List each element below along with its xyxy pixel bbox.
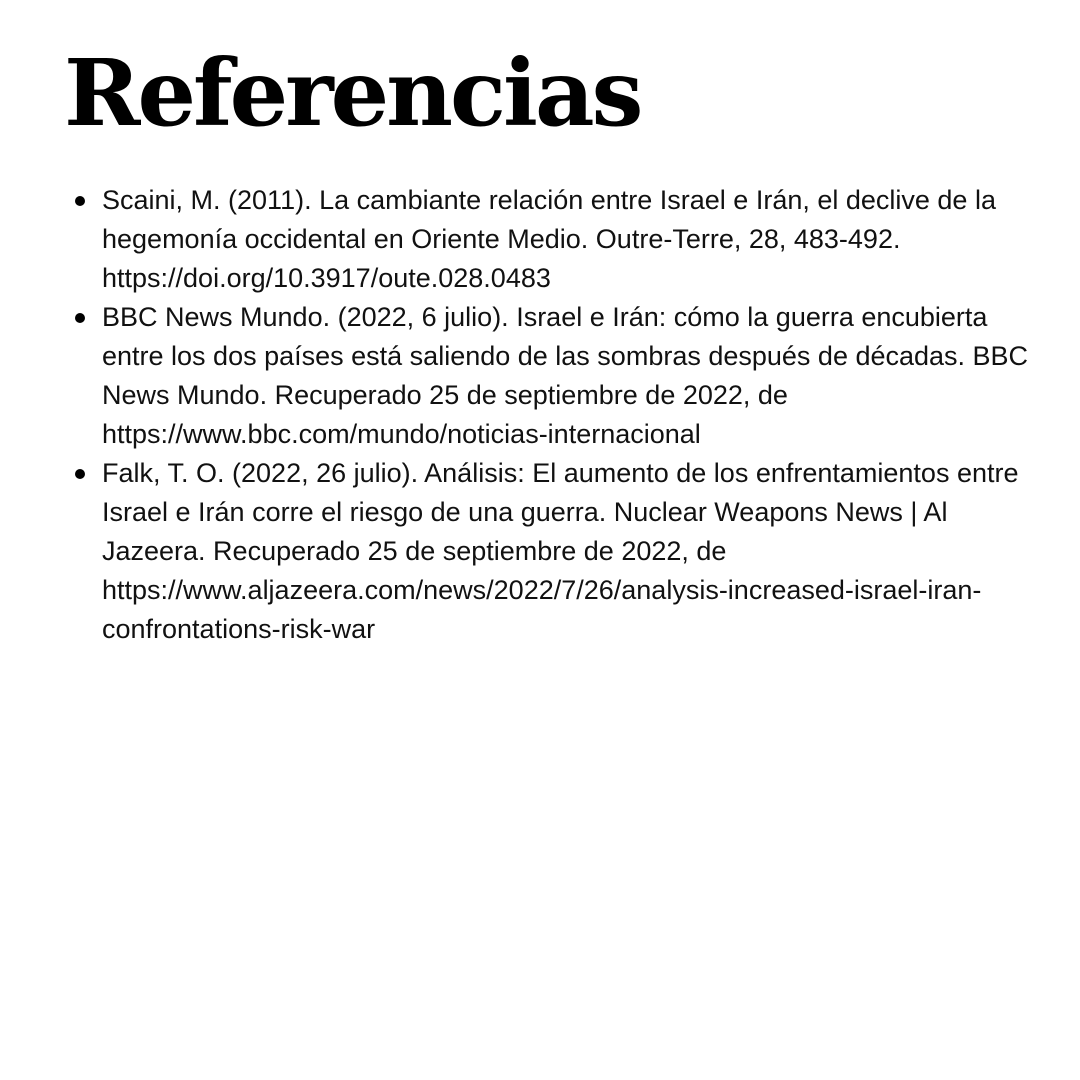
reference-item bbox=[102, 181, 1037, 298]
reference-text: BBC News Mundo. (2022, 6 julio). Israel e Irán: cómo la guerra encubierta entre los dos países está saliendo de las sombras después de décadas. BBC News Mundo. Recuperado 25 de septiembre de 2022, de https://www.bbc.com/mundo/noticias-internacional bbox=[102, 302, 1029, 449]
reference-text: Scaini, M. (2011). La cambiante relación entre Israel e Irán, el declive de la hegemonía occidental en Oriente Medio. Outre-Terre, 28, 483-492. https://doi.org/10.3917/oute.028.0483 bbox=[102, 185, 996, 293]
page-title: Referencias bbox=[64, 39, 641, 147]
reference-item bbox=[102, 298, 1037, 454]
bullet-icon bbox=[75, 469, 85, 479]
reference-item bbox=[102, 454, 1037, 649]
reference-text: Falk, T. O. (2022, 26 julio). Análisis: El aumento de los enfrentamientos entre Israel e Irán corre el riesgo de una guerra. Nuclear Weapons News | Al Jazeera. Recuperado 25 de septiembre de 2022, de https://www.aljazeera.com/news/2022/7/26/analysis-increased-israel-iran-confrontations-risk-war bbox=[102, 458, 1019, 644]
bullet-icon bbox=[75, 196, 85, 206]
bullet-icon bbox=[75, 313, 85, 323]
references-list bbox=[102, 181, 1037, 649]
